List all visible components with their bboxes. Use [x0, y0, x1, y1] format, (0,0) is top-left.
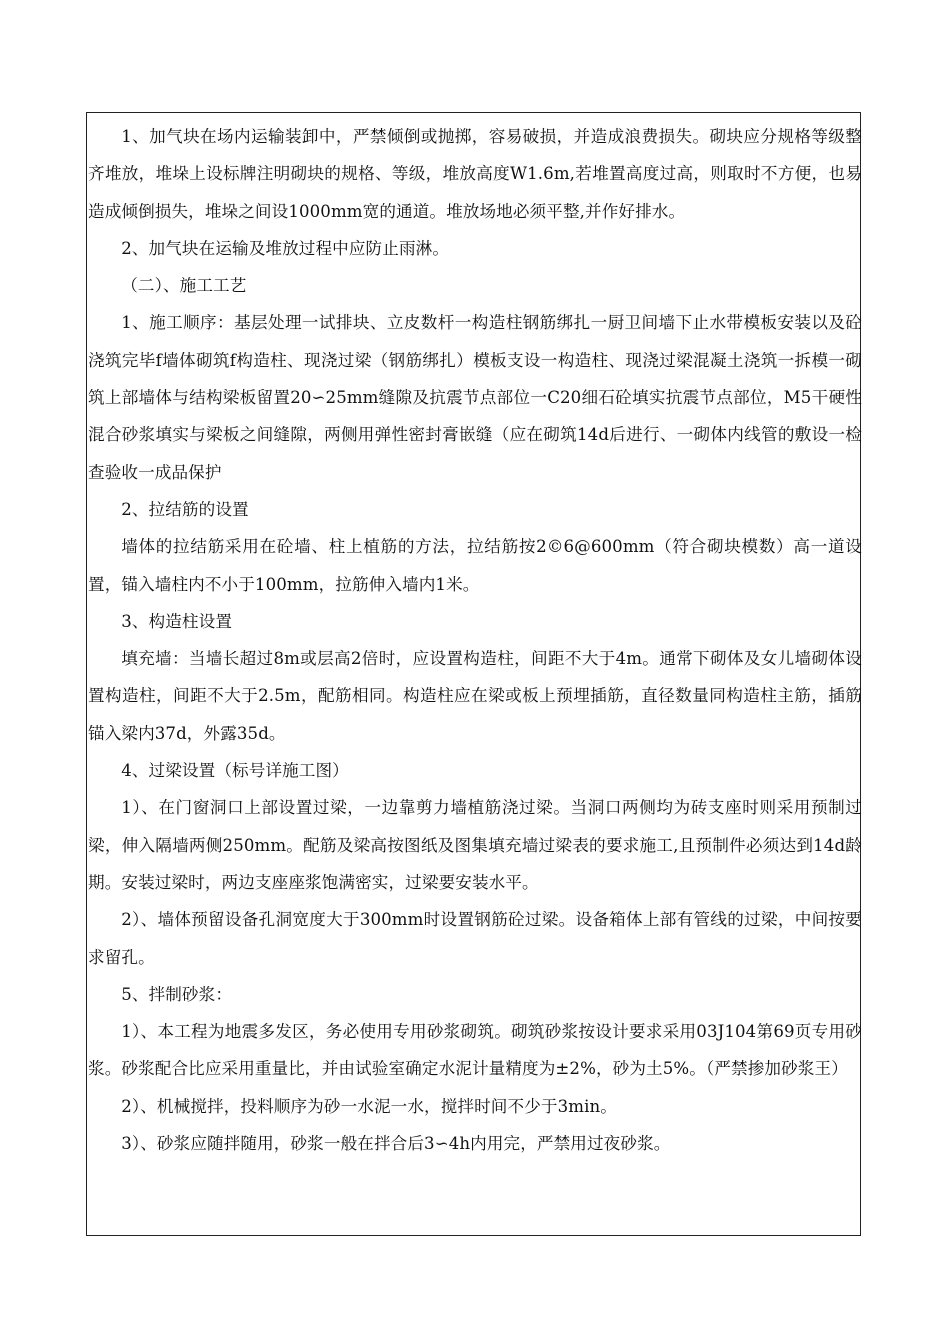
- paragraph-storage-handling: 1、加气块在场内运输装卸中，严禁倾倒或抛掷，容易破损，并造成浪费损失。砌块应分规格等级整齐堆放，堆垛上设标牌注明砌块的规格、等级，堆放高度W1.6m,若堆置高度过高，则取时不方便，也易造成倾倒损失，堆垛之间设1000mm宽的通道。堆放场地必须平整,并作好排水。: [88, 127, 862, 221]
- heading-structural-column: 3、构造柱设置: [121, 611, 233, 631]
- document-body: [88, 118, 862, 1162]
- heading-tie-bar-setting: 2、拉结筋的设置: [121, 499, 249, 519]
- paragraph-mortar-1: 1）、本工程为地震多发区，务必使用专用砂浆砌筑。砌筑砂浆按设计要求采用03J104第69页专用砂浆。砂浆配合比应采用重量比，并由试验室确定水泥计量精度为±2%，砂为土5%。（严禁掺加砂浆王）: [88, 1022, 862, 1079]
- paragraph-construction-sequence: 1、施工顺序：基层处理一试排块、立皮数杆一构造柱钢筋绑扎一厨卫间墙下止水带模板安装以及砼浇筑完毕f墙体砌筑f构造柱、现浇过梁（钢筋绑扎）模板支设一构造柱、现浇过梁混凝土浇筑一拆模一砌筑上部墙体与结构梁板留置20∽25mm缝隙及抗震节点部位一C20细石砼填实抗震节点部位，M5干硬性混合砂浆填实与梁板之间缝隙，两侧用弹性密封膏嵌缝（应在砌筑14d后进行、一砌体内线管的敷设一检查验收一成品保护: [88, 313, 862, 482]
- paragraph-rain-protection: 2、加气块在运输及堆放过程中应防止雨淋。: [121, 238, 450, 258]
- paragraph-lintel-1: 1）、在门窗洞口上部设置过梁，一边靠剪力墙植筋浇过梁。当洞口两侧均为砖支座时则采用预制过梁，伸入隔墙两侧250mm。配筋及梁高按图纸及图集填充墙过梁表的要求施工,且预制件必须达到14d龄期。安装过梁时，两边支座座浆饱满密实，过梁要安装水平。: [88, 798, 862, 892]
- section-heading-construction-process: （二）、施工工艺: [121, 276, 247, 296]
- heading-lintel-setting: 4、过梁设置（标号详施工图）: [121, 761, 349, 781]
- paragraph-lintel-2: 2）、墙体预留设备孔洞宽度大于300mm时设置钢筋砼过梁。设备箱体上部有管线的过梁，中间按要求留孔。: [88, 910, 862, 967]
- paragraph-mortar-2: 2）、机械搅拌，投料顺序为砂一水泥一水，搅拌时间不少于3min。: [121, 1096, 617, 1116]
- paragraph-structural-column: 填充墙：当墙长超过8m或层高2倍时，应设置构造柱，间距不大于4m。通常下砌体及女儿墙砌体设置构造柱，间距不大于2.5m，配筋相同。构造柱应在梁或板上预埋插筋，直径数量同构造柱主筋，插筋锚入梁内37d，外露35d。: [88, 649, 862, 743]
- paragraph-mortar-3: 3）、砂浆应随拌随用，砂浆一般在拌合后3∽4h内用完，严禁用过夜砂浆。: [121, 1134, 671, 1154]
- heading-mortar-mixing: 5、拌制砂浆：: [121, 984, 233, 1004]
- paragraph-tie-bar: 墙体的拉结筋采用在砼墙、柱上植筋的方法，拉结筋按2©6@600mm（符合砌块模数）高一道设置，锚入墙柱内不小于100mm，拉筋伸入墙内1米。: [88, 537, 862, 594]
